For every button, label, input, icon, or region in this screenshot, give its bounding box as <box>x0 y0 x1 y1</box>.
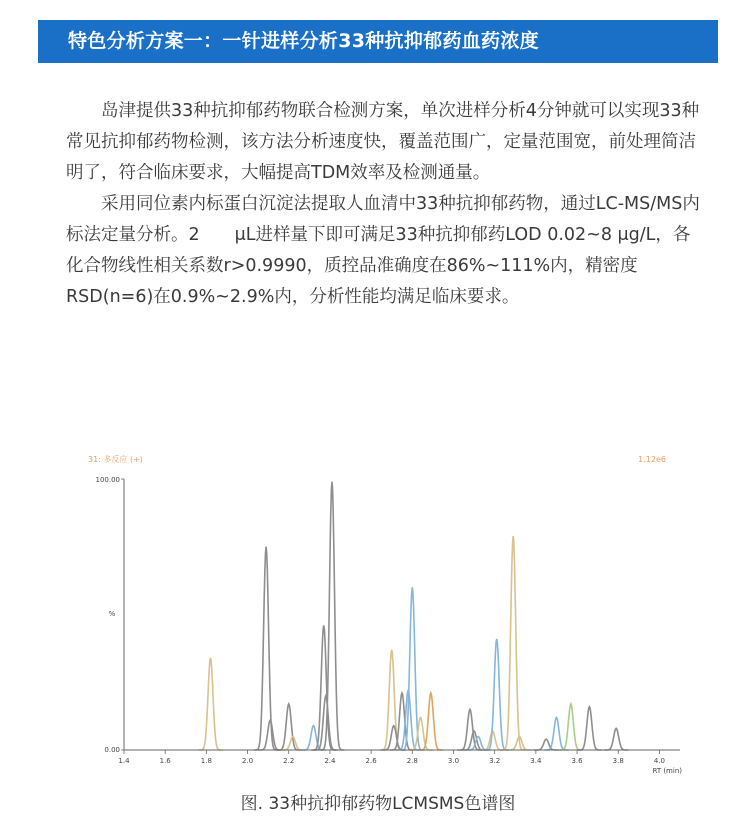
x-tick-label: 1.6 <box>159 757 171 765</box>
section-title: 特色分析方案一：一针进样分析33种抗抑郁药血药浓度 <box>68 30 539 52</box>
paragraph-2: 采用同位素内标蛋白沉淀法提取人血清中33种抗抑郁药物，通过LC-MS/MS内标法定量分析。2 μL进样量下即可满足33种抗抑郁药LOD 0.02~8 μg/L，各化合物线性相关系数r>0.9990，质控品准确度在86%~111%内，精密度RSD(n=6)在0.9%~2.9%内，分析性能均满足临床要求。 <box>66 194 700 307</box>
figure-caption: 图. 33种抗抑郁药物LCMSMS色谱图 <box>240 794 516 814</box>
x-tick-label: 2.0 <box>241 757 254 765</box>
article-body <box>66 96 706 313</box>
chromatogram-peak <box>577 707 602 750</box>
paragraph-1: 岛津提供33种抗抑郁药物联合检测方案，单次进样分析4分钟就可以实现33种常见抗抑郁药物检测，该方法分析速度快，覆盖范围广，定量范围宽，前处理简洁明了，符合临床要求，大幅提高TDM效率及检测通量。 <box>66 101 700 183</box>
x-tick-label: 3.2 <box>489 757 501 765</box>
x-tick-label: 2.6 <box>365 757 377 765</box>
chromatogram-peak <box>604 728 629 750</box>
chart-intensity-label: 1.12e6 <box>638 455 666 464</box>
x-tick-label: 3.6 <box>571 757 583 765</box>
chromatogram-peak <box>198 658 223 750</box>
x-tick-label: 1.4 <box>118 757 130 765</box>
y-tick-label-bottom: 0.00 <box>104 746 120 754</box>
chart-title: 31: 多反应 (+) <box>88 455 143 464</box>
chromatogram-peak <box>484 639 509 750</box>
x-tick-label: 1.8 <box>200 757 212 765</box>
y-axis-label: % <box>108 610 116 618</box>
chromatogram-peak <box>276 704 301 750</box>
chromatogram-chart <box>60 448 696 788</box>
x-tick-label: 3.0 <box>447 757 460 765</box>
chromatogram-peak <box>254 547 279 750</box>
x-tick-label: 3.4 <box>530 757 542 765</box>
chromatogram-peak <box>534 739 559 750</box>
y-tick-label-top: 100.00 <box>95 476 120 484</box>
section-banner <box>38 20 718 63</box>
chromatogram-peak <box>559 704 584 750</box>
x-tick-label: 3.8 <box>612 757 624 765</box>
x-tick-label: 2.4 <box>324 757 336 765</box>
chromatogram-peak <box>501 536 526 750</box>
x-tick-label: 4.0 <box>653 757 665 765</box>
x-tick-label: 2.8 <box>406 757 418 765</box>
x-axis-label: RT (min) <box>652 767 682 775</box>
x-tick-label: 2.2 <box>283 757 295 765</box>
